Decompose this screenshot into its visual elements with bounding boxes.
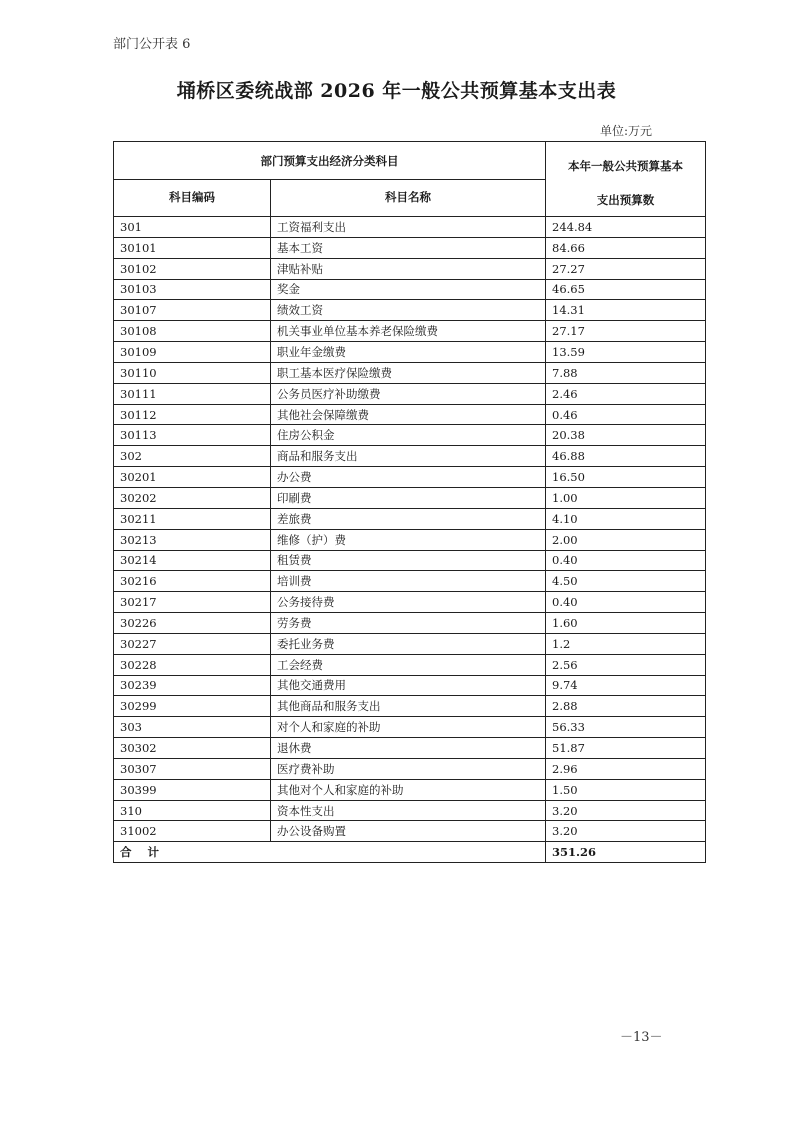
row-name: 公务员医疗补助缴费 (271, 383, 546, 404)
row-name: 住房公积金 (271, 425, 546, 446)
row-name: 商品和服务支出 (271, 446, 546, 467)
row-name: 工会经费 (271, 654, 546, 675)
row-amount: 2.00 (546, 529, 706, 550)
row-name: 奖金 (271, 279, 546, 300)
row-amount: 84.66 (546, 237, 706, 258)
row-amount: 2.88 (546, 696, 706, 717)
row-name: 其他社会保障缴费 (271, 404, 546, 425)
row-amount: 0.40 (546, 550, 706, 571)
row-amount: 1.60 (546, 613, 706, 634)
row-code: 30202 (114, 487, 271, 508)
row-name: 工资福利支出 (271, 217, 546, 238)
name-header: 科目名称 (271, 180, 546, 217)
row-amount: 2.56 (546, 654, 706, 675)
row-name: 公务接待费 (271, 592, 546, 613)
row-amount: 56.33 (546, 717, 706, 738)
row-amount: 51.87 (546, 738, 706, 759)
budget-table (113, 141, 706, 863)
unit-label: 单位:万元 (599, 124, 652, 138)
row-name: 办公设备购置 (271, 821, 546, 842)
table-row (114, 425, 706, 446)
row-name: 印刷费 (271, 487, 546, 508)
row-amount: 1.2 (546, 633, 706, 654)
table-row (114, 342, 706, 363)
row-amount: 4.10 (546, 508, 706, 529)
row-name: 机关事业单位基本养老保险缴费 (271, 321, 546, 342)
row-code: 30213 (114, 529, 271, 550)
table-row (114, 446, 706, 467)
row-amount: 14.31 (546, 300, 706, 321)
total-row (114, 842, 706, 863)
row-code: 30227 (114, 633, 271, 654)
row-name: 其他对个人和家庭的补助 (271, 779, 546, 800)
table-body (114, 217, 706, 842)
row-name: 办公费 (271, 467, 546, 488)
row-name: 绩效工资 (271, 300, 546, 321)
table-row (114, 467, 706, 488)
row-code: 30108 (114, 321, 271, 342)
row-code: 30226 (114, 613, 271, 634)
row-code: 30228 (114, 654, 271, 675)
row-name: 委托业务费 (271, 633, 546, 654)
row-code: 30111 (114, 383, 271, 404)
row-name: 对个人和家庭的补助 (271, 717, 546, 738)
row-amount: 7.88 (546, 362, 706, 383)
page-number: －13－ (620, 1030, 663, 1045)
row-name: 其他商品和服务支出 (271, 696, 546, 717)
row-amount: 9.74 (546, 675, 706, 696)
table-row (114, 821, 706, 842)
table-row (114, 279, 706, 300)
row-amount: 2.96 (546, 758, 706, 779)
row-code: 30112 (114, 404, 271, 425)
table-row (114, 362, 706, 383)
code-header: 科目编码 (114, 180, 271, 217)
row-code: 302 (114, 446, 271, 467)
table-row (114, 633, 706, 654)
table-row (114, 592, 706, 613)
row-amount: 0.40 (546, 592, 706, 613)
row-amount: 27.27 (546, 258, 706, 279)
row-name: 其他交通费用 (271, 675, 546, 696)
table-number-label: 部门公开表 6 (113, 37, 191, 52)
row-amount: 20.38 (546, 425, 706, 446)
table-row (114, 508, 706, 529)
row-code: 30211 (114, 508, 271, 529)
row-name: 资本性支出 (271, 800, 546, 821)
amount-header (546, 142, 706, 217)
row-name: 租赁费 (271, 550, 546, 571)
row-name: 退休费 (271, 738, 546, 759)
row-code: 30201 (114, 467, 271, 488)
amount-header-line2: 支出预算数 (596, 192, 655, 207)
table-row (114, 758, 706, 779)
row-code: 301 (114, 217, 271, 238)
row-name: 培训费 (271, 571, 546, 592)
row-name: 津贴补贴 (271, 258, 546, 279)
row-code: 30216 (114, 571, 271, 592)
row-name: 职业年金缴费 (271, 342, 546, 363)
row-amount: 46.88 (546, 446, 706, 467)
row-code: 303 (114, 717, 271, 738)
table-row (114, 800, 706, 821)
row-name: 基本工资 (271, 237, 546, 258)
table-row (114, 738, 706, 759)
table-row (114, 717, 706, 738)
table-row (114, 675, 706, 696)
table-row (114, 321, 706, 342)
table-row (114, 654, 706, 675)
row-code: 30107 (114, 300, 271, 321)
row-name: 医疗费补助 (271, 758, 546, 779)
row-code: 30299 (114, 696, 271, 717)
row-amount: 0.46 (546, 404, 706, 425)
page-title: 埇桥区委统战部 2026 年一般公共预算基本支出表 (176, 80, 617, 102)
row-code: 310 (114, 800, 271, 821)
table-row (114, 383, 706, 404)
table-row (114, 550, 706, 571)
group-header: 部门预算支出经济分类科目 (114, 142, 546, 180)
table-row (114, 696, 706, 717)
row-code: 30302 (114, 738, 271, 759)
row-amount: 1.50 (546, 779, 706, 800)
row-amount: 3.20 (546, 821, 706, 842)
row-code: 31002 (114, 821, 271, 842)
row-amount: 13.59 (546, 342, 706, 363)
row-code: 30103 (114, 279, 271, 300)
row-code: 30110 (114, 362, 271, 383)
total-amount: 351.26 (546, 842, 706, 863)
row-name: 劳务费 (271, 613, 546, 634)
row-name: 差旅费 (271, 508, 546, 529)
row-code: 30214 (114, 550, 271, 571)
row-code: 30239 (114, 675, 271, 696)
row-code: 30102 (114, 258, 271, 279)
row-code: 30307 (114, 758, 271, 779)
row-amount: 46.65 (546, 279, 706, 300)
table-row (114, 529, 706, 550)
row-amount: 244.84 (546, 217, 706, 238)
amount-header-line1: 本年一般公共预算基本 (568, 158, 683, 173)
row-code: 30109 (114, 342, 271, 363)
row-amount: 3.20 (546, 800, 706, 821)
row-amount: 16.50 (546, 467, 706, 488)
table-row (114, 258, 706, 279)
total-label: 合 计 (114, 842, 546, 863)
row-amount: 4.50 (546, 571, 706, 592)
row-code: 30217 (114, 592, 271, 613)
row-code: 30399 (114, 779, 271, 800)
row-amount: 1.00 (546, 487, 706, 508)
row-amount: 27.17 (546, 321, 706, 342)
table-row (114, 300, 706, 321)
row-code: 30101 (114, 237, 271, 258)
table-row (114, 487, 706, 508)
row-name: 维修（护）费 (271, 529, 546, 550)
table-row (114, 217, 706, 238)
table-row (114, 571, 706, 592)
row-amount: 2.46 (546, 383, 706, 404)
row-code: 30113 (114, 425, 271, 446)
table-row (114, 404, 706, 425)
row-name: 职工基本医疗保险缴费 (271, 362, 546, 383)
table-row (114, 779, 706, 800)
table-row (114, 613, 706, 634)
table-row (114, 237, 706, 258)
